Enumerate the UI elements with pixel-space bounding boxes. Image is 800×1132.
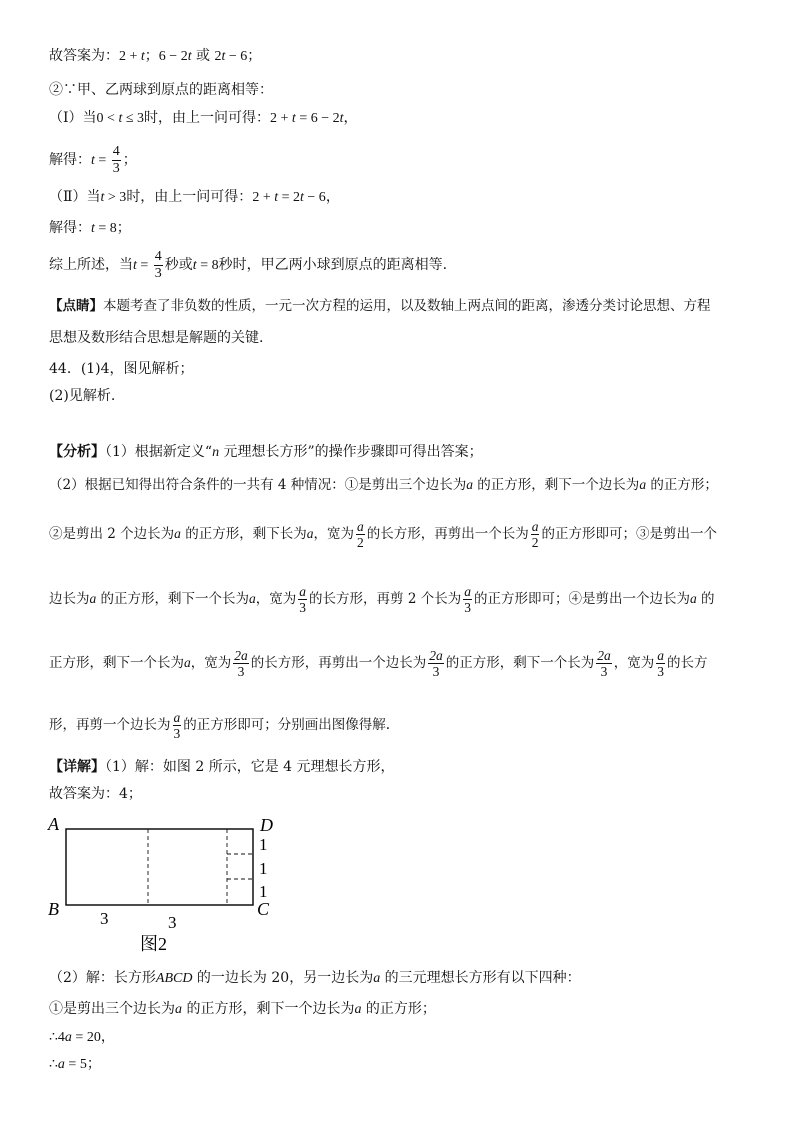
bottom-length-label: 3 [168,913,177,932]
corner-label-b: B [48,899,59,919]
analysis-line-3: ②是剪出 2 个边长为a 的正方形，剩下长为a，宽为 $\frac{a}{2}$ 的长方形，再剪出一个长为 $\frac{a}{2}$ 的正方形即可；③是剪出一个 [49,518,717,550]
condition-line: ②∵甲、乙两球到原点的距离相等： [49,82,273,98]
rectangle-abcd [66,829,253,905]
corner-label-c: C [257,899,270,919]
part-2-intro: （2）解：长方形ABCD 的一边长为 20，另一边长为a 的三元理想长方形有以下四种： [49,970,581,986]
bottom-length-label: 3 [100,909,109,928]
fraction: $\frac{2a}{3}$ [597,647,611,679]
fraction: $\frac{a}{3}$ [464,583,471,615]
fraction: $\frac{4}{3}$ [112,143,120,176]
fraction: $\frac{a}{3}$ [657,647,664,679]
fraction: $\frac{a}{2}$ [356,518,364,550]
solve-line-2: 解得：t = 8； [49,220,131,236]
corner-label-d: D [260,815,273,835]
fraction: $\frac{a}{3}$ [173,709,181,741]
figure-caption: 图2 [140,934,167,954]
side-length-label: 1 [259,859,268,878]
side-length-label: 1 [259,882,268,901]
remark-line-2: 思想及数形结合思想是解题的关键. [49,330,264,346]
analysis-line-5: 正方形，剩下一个长为a，宽为 $\frac{2a}{3}$ 的长方形，再剪出一个边长为 $\frac{2a}{3}$ 的正方形，剩下一个长为 $\frac{2a}{3}$ ，宽为 $\frac{a}{3}$ 的长方 [49,647,708,679]
figure-2 [40,812,290,957]
corner-label-a: A [48,814,59,834]
answer-line-1: 故答案为：2 + t；6 − 2t 或 2t − 6； [49,48,262,64]
detail-line-1: 【详解】（1）解：如图 2 所示，它是 4 元理想长方形， [49,759,395,775]
question-44-answer: 44．(1)4，图见解析； [49,361,194,377]
analysis-line-4: 边长为a 的正方形，剩下一个长为a，宽为 $\frac{a}{3}$ 的长方形，再剪 2 个长为 $\frac{a}{3}$ 的正方形即可；④是剪出一个边长为a 的 [49,583,715,615]
fraction: $\frac{2a}{3}$ [429,647,443,679]
analysis-line-2: （2）根据已知得出符合条件的一共有 4 种情况：①是剪出三个边长为a 的正方形，剩下一个边长为a 的正方形； [49,477,718,493]
equation-line-2: ∴a = 5； [49,1056,101,1072]
fraction: $\frac{2a}{3}$ [234,647,248,679]
equation-line-1: ∴4a = 20， [49,1029,115,1045]
case-one-line: （Ⅰ）当0 < t ≤ 3时，由上一问可得：2 + t = 6 − 2t， [49,110,358,126]
solve-line-1: 解得：t = $\frac{4}{3}$ ； [49,143,137,176]
case-two-line: （Ⅱ）当t > 3时，由上一问可得：2 + t = 2t − 6， [49,189,340,205]
remark-line-1: 【点睛】本题考查了非负数的性质，一元一次方程的运用，以及数轴上两点间的距离，渗透分类讨论思想、方程 [49,298,711,314]
analysis-line-1: 【分析】（1）根据新定义“n 元理想长方形”的操作步骤即可得出答案； [49,444,483,460]
analysis-line-6: 形，再剪一个边长为 $\frac{a}{3}$ 的正方形即可；分别画出图像得解. [49,709,391,741]
side-length-label: 1 [259,835,268,854]
fraction: $\frac{a}{2}$ [531,518,539,550]
fraction: $\frac{4}{3}$ [154,248,162,281]
fraction: $\frac{a}{3}$ [299,583,307,615]
detail-line-2: 故答案为：4； [49,786,142,802]
part-2-case-1: ①是剪出三个边长为a 的正方形，剩下一个边长为a 的正方形； [49,1001,436,1017]
summary-line: 综上所述，当t = $\frac{4}{3}$ 秒或t = 8秒时，甲乙两小球到原点的距离相等. [49,248,448,281]
question-44-part-2: (2)见解析. [49,388,116,404]
